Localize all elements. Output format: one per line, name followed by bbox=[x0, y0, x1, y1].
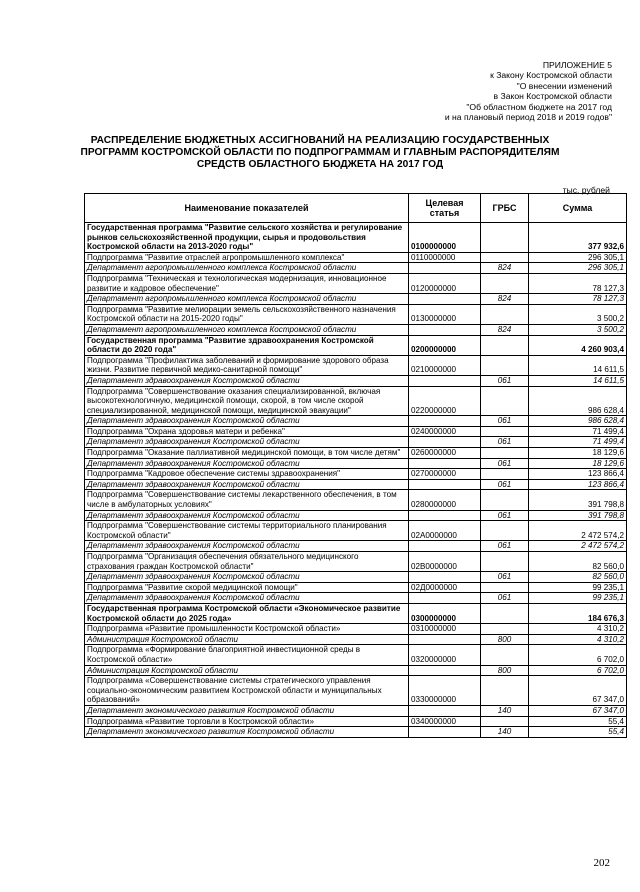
cell-sum: 123 866,4 bbox=[529, 469, 627, 480]
cell-name: Подпрограмма "Развитие скорой медицинской помощи" bbox=[85, 582, 409, 593]
cell-sum: 18 129,6 bbox=[529, 448, 627, 459]
table-row bbox=[85, 469, 627, 480]
cell-sum: 55,4 bbox=[529, 727, 627, 738]
cell-code: 0210000000 bbox=[409, 355, 481, 375]
cell-code: 02В0000000 bbox=[409, 552, 481, 572]
appendix-line: и на плановый период 2018 и 2019 годов" bbox=[444, 112, 612, 123]
cell-grbs: 824 bbox=[481, 263, 529, 274]
cell-sum: 296 305,1 bbox=[529, 263, 627, 274]
cell-code bbox=[409, 705, 481, 716]
table-row bbox=[85, 510, 627, 521]
cell-sum: 14 611,5 bbox=[529, 375, 627, 386]
cell-name: Департамент здравоохранения Костромской области bbox=[85, 479, 409, 490]
cell-sum: 99 235,1 bbox=[529, 582, 627, 593]
cell-sum: 3 500,2 bbox=[529, 324, 627, 335]
cell-name: Государственная программа Костромской области «Экономическое развитие Костромской области до 2025 года» bbox=[85, 603, 409, 623]
cell-sum: 3 500,2 bbox=[529, 304, 627, 324]
cell-sum: 2 472 574,2 bbox=[529, 521, 627, 541]
cell-name: Администрация Костромской области bbox=[85, 665, 409, 676]
header-name: Наименование показателей bbox=[85, 194, 409, 223]
table-row bbox=[85, 479, 627, 490]
cell-name: Департамент агропромышленного комплекса Костромской области bbox=[85, 294, 409, 305]
table-row bbox=[85, 634, 627, 645]
title-line: СРЕДСТВ ОБЛАСТНОГО БЮДЖЕТА НА 2017 ГОД bbox=[196, 159, 444, 170]
cell-grbs: 061 bbox=[481, 458, 529, 469]
cell-code: 0120000000 bbox=[409, 273, 481, 293]
cell-code: 0130000000 bbox=[409, 304, 481, 324]
table-row bbox=[85, 541, 627, 552]
cell-code: 02А0000000 bbox=[409, 521, 481, 541]
cell-grbs bbox=[481, 552, 529, 572]
appendix-line: "Об областном бюджете на 2017 год bbox=[466, 101, 612, 112]
units-label: тыс. рублей bbox=[562, 185, 610, 195]
cell-code bbox=[409, 324, 481, 335]
cell-grbs: 061 bbox=[481, 479, 529, 490]
table-row bbox=[85, 294, 627, 305]
cell-name: Департамент здравоохранения Костромской области bbox=[85, 541, 409, 552]
cell-grbs: 800 bbox=[481, 634, 529, 645]
cell-grbs: 061 bbox=[481, 541, 529, 552]
cell-grbs bbox=[481, 386, 529, 416]
cell-grbs: 061 bbox=[481, 416, 529, 427]
cell-sum: 82 560,0 bbox=[529, 572, 627, 583]
cell-sum: 391 798,8 bbox=[529, 510, 627, 521]
cell-code bbox=[409, 634, 481, 645]
cell-name: Департамент здравоохранения Костромской области bbox=[85, 437, 409, 448]
cell-code: 0310000000 bbox=[409, 624, 481, 635]
appendix-line: "О внесении изменений bbox=[516, 80, 612, 91]
cell-grbs bbox=[481, 490, 529, 510]
header-grbs: ГРБС bbox=[481, 194, 529, 223]
appendix-line: к Закону Костромской области bbox=[490, 70, 612, 81]
table-row bbox=[85, 521, 627, 541]
table-row bbox=[85, 676, 627, 706]
table-row bbox=[85, 727, 627, 738]
table-row bbox=[85, 582, 627, 593]
cell-grbs bbox=[481, 469, 529, 480]
cell-name: Департамент здравоохранения Костромской области bbox=[85, 375, 409, 386]
cell-name: Департамент здравоохранения Костромской области bbox=[85, 593, 409, 604]
cell-grbs bbox=[481, 624, 529, 635]
cell-code bbox=[409, 665, 481, 676]
cell-code: 0100000000 bbox=[409, 223, 481, 253]
cell-sum: 78 127,3 bbox=[529, 273, 627, 293]
cell-code: 0280000000 bbox=[409, 490, 481, 510]
cell-grbs: 061 bbox=[481, 375, 529, 386]
cell-grbs bbox=[481, 603, 529, 623]
cell-grbs: 140 bbox=[481, 705, 529, 716]
table-row bbox=[85, 705, 627, 716]
cell-sum: 986 628,4 bbox=[529, 416, 627, 427]
cell-grbs bbox=[481, 448, 529, 459]
cell-name: Департамент экономического развития Костромской области bbox=[85, 705, 409, 716]
cell-grbs bbox=[481, 304, 529, 324]
cell-code bbox=[409, 375, 481, 386]
table-row bbox=[85, 223, 627, 253]
table-row bbox=[85, 572, 627, 583]
cell-name: Подпрограмма "Охрана здоровья матери и ребенка" bbox=[85, 426, 409, 437]
cell-sum: 391 798,8 bbox=[529, 490, 627, 510]
cell-code bbox=[409, 541, 481, 552]
cell-name: Подпрограмма "Совершенствование оказания специализированной, включая высокотехнологичную, медицинской помощи, скорой, в том числе скорой специализированной, медицинской помощи, медицинской эвакуации" bbox=[85, 386, 409, 416]
cell-code: 0110000000 bbox=[409, 252, 481, 263]
cell-sum: 67 347,0 bbox=[529, 676, 627, 706]
cell-name: Подпрограмма «Развитие промышленности Костромской области» bbox=[85, 624, 409, 635]
cell-code bbox=[409, 458, 481, 469]
title-line: РАСПРЕДЕЛЕНИЕ БЮДЖЕТНЫХ АССИГНОВАНИЙ НА РЕАЛИЗАЦИЮ ГОСУДАРСТВЕННЫХ bbox=[90, 135, 550, 146]
cell-code: 0240000000 bbox=[409, 426, 481, 437]
cell-name: Департамент здравоохранения Костромской области bbox=[85, 572, 409, 583]
cell-name: Подпрограмма "Техническая и технологическая модернизация, инновационное развитие и кадровое обеспечение" bbox=[85, 273, 409, 293]
cell-name: Администрация Костромской области bbox=[85, 634, 409, 645]
cell-name: Подпрограмма "Оказание паллиативной медицинской помощи, в том числе детям" bbox=[85, 448, 409, 459]
table-row bbox=[85, 304, 627, 324]
cell-sum: 4 310,2 bbox=[529, 624, 627, 635]
cell-code: 0260000000 bbox=[409, 448, 481, 459]
cell-sum: 4 260 903,4 bbox=[529, 335, 627, 355]
cell-grbs: 061 bbox=[481, 572, 529, 583]
cell-name: Подпрограмма «Развитие торговли в Костромской области» bbox=[85, 716, 409, 727]
cell-code: 0300000000 bbox=[409, 603, 481, 623]
table-body bbox=[85, 223, 627, 738]
cell-name: Департамент агропромышленного комплекса Костромской области bbox=[85, 263, 409, 274]
cell-code: 0220000000 bbox=[409, 386, 481, 416]
cell-name: Подпрограмма "Совершенствование системы лекарственного обеспечения, в том числе в амбулаторных условиях" bbox=[85, 490, 409, 510]
table-row bbox=[85, 426, 627, 437]
header-code: Целевая статья bbox=[409, 194, 481, 223]
cell-code: 02Д0000000 bbox=[409, 582, 481, 593]
cell-code: 0200000000 bbox=[409, 335, 481, 355]
cell-name: Департамент экономического развития Костромской области bbox=[85, 727, 409, 738]
title-line: ПРОГРАММ КОСТРОМСКОЙ ОБЛАСТИ ПО ПОДПРОГРАММАМ И ГЛАВНЫМ РАСПОРЯДИТЕЛЯМ bbox=[80, 147, 560, 158]
appendix-header bbox=[445, 60, 612, 122]
cell-grbs bbox=[481, 716, 529, 727]
table-row bbox=[85, 458, 627, 469]
cell-grbs bbox=[481, 582, 529, 593]
cell-sum: 99 235,1 bbox=[529, 593, 627, 604]
cell-grbs: 824 bbox=[481, 294, 529, 305]
table-row bbox=[85, 335, 627, 355]
table-row bbox=[85, 416, 627, 427]
cell-name: Подпрограмма "Профилактика заболеваний и формирование здорового образа жизни. Развитие первичной медико-санитарной помощи" bbox=[85, 355, 409, 375]
cell-code bbox=[409, 572, 481, 583]
cell-sum: 14 611,5 bbox=[529, 355, 627, 375]
cell-code bbox=[409, 263, 481, 274]
cell-sum: 67 347,0 bbox=[529, 705, 627, 716]
cell-sum: 6 702,0 bbox=[529, 665, 627, 676]
cell-grbs bbox=[481, 335, 529, 355]
cell-sum: 6 702,0 bbox=[529, 645, 627, 665]
cell-name: Подпрограмма "Организация обеспечения обязательного медицинского страхования граждан Костромской области" bbox=[85, 552, 409, 572]
cell-grbs bbox=[481, 355, 529, 375]
cell-sum: 82 560,0 bbox=[529, 552, 627, 572]
cell-sum: 55,4 bbox=[529, 716, 627, 727]
cell-grbs: 061 bbox=[481, 437, 529, 448]
document-title bbox=[70, 135, 570, 171]
cell-grbs: 140 bbox=[481, 727, 529, 738]
cell-grbs bbox=[481, 521, 529, 541]
table-row bbox=[85, 603, 627, 623]
table-row bbox=[85, 355, 627, 375]
cell-grbs bbox=[481, 273, 529, 293]
table-row bbox=[85, 716, 627, 727]
table-row bbox=[85, 252, 627, 263]
appendix-line: в Закон Костромской области bbox=[493, 91, 612, 102]
cell-name: Государственная программа "Развитие сельского хозяйства и регулирование рынков сельскохозяйственной продукции, сырья и продовольствия Костромской области на 2013-2020 годы" bbox=[85, 223, 409, 253]
cell-code: 0320000000 bbox=[409, 645, 481, 665]
cell-sum: 2 472 574,2 bbox=[529, 541, 627, 552]
cell-grbs: 800 bbox=[481, 665, 529, 676]
cell-sum: 71 499,4 bbox=[529, 437, 627, 448]
cell-name: Государственная программа "Развитие здравоохранения Костромской области до 2020 года" bbox=[85, 335, 409, 355]
cell-grbs: 824 bbox=[481, 324, 529, 335]
table-row bbox=[85, 437, 627, 448]
cell-grbs: 061 bbox=[481, 593, 529, 604]
cell-name: Подпрограмма "Развитие отраслей агропромышленного комплекса" bbox=[85, 252, 409, 263]
cell-name: Департамент здравоохранения Костромской области bbox=[85, 416, 409, 427]
appendix-line: ПРИЛОЖЕНИЕ 5 bbox=[542, 60, 612, 70]
cell-sum: 4 310,2 bbox=[529, 634, 627, 645]
cell-name: Подпрограмма "Развитие мелиорации земель сельскохозяйственного назначения Костромской области на 2015-2020 годы" bbox=[85, 304, 409, 324]
cell-name: Подпрограмма «Формирование благоприятной инвестиционной среды в Костромской области» bbox=[85, 645, 409, 665]
table-header-row bbox=[85, 194, 627, 223]
cell-code bbox=[409, 510, 481, 521]
cell-sum: 296 305,1 bbox=[529, 252, 627, 263]
table-row bbox=[85, 375, 627, 386]
table-row bbox=[85, 490, 627, 510]
cell-sum: 78 127,3 bbox=[529, 294, 627, 305]
cell-sum: 377 932,6 bbox=[529, 223, 627, 253]
cell-name: Департамент здравоохранения Костромской области bbox=[85, 458, 409, 469]
table-row bbox=[85, 448, 627, 459]
table-row bbox=[85, 552, 627, 572]
cell-name: Подпрограмма «Совершенствование системы стратегического управления социально-экономическим развитием Костромской области и муниципальных образований» bbox=[85, 676, 409, 706]
cell-name: Департамент агропромышленного комплекса Костромской области bbox=[85, 324, 409, 335]
cell-grbs bbox=[481, 676, 529, 706]
cell-sum: 184 676,3 bbox=[529, 603, 627, 623]
cell-code: 0330000000 bbox=[409, 676, 481, 706]
table-row bbox=[85, 593, 627, 604]
cell-code bbox=[409, 479, 481, 490]
cell-grbs bbox=[481, 426, 529, 437]
cell-grbs: 061 bbox=[481, 510, 529, 521]
page-number: 202 bbox=[593, 857, 610, 869]
cell-sum: 18 129,6 bbox=[529, 458, 627, 469]
table-row bbox=[85, 386, 627, 416]
table-row bbox=[85, 324, 627, 335]
cell-grbs bbox=[481, 252, 529, 263]
cell-name: Подпрограмма "Кадровое обеспечение системы здравоохранения" bbox=[85, 469, 409, 480]
cell-code bbox=[409, 727, 481, 738]
table-row bbox=[85, 624, 627, 635]
cell-code: 0340000000 bbox=[409, 716, 481, 727]
table-row bbox=[85, 273, 627, 293]
budget-table bbox=[84, 193, 627, 738]
cell-grbs bbox=[481, 645, 529, 665]
cell-sum: 986 628,4 bbox=[529, 386, 627, 416]
cell-sum: 71 499,4 bbox=[529, 426, 627, 437]
cell-code bbox=[409, 294, 481, 305]
cell-code bbox=[409, 593, 481, 604]
cell-name: Подпрограмма "Совершенствование системы территориального планирования Костромской области" bbox=[85, 521, 409, 541]
table-row bbox=[85, 665, 627, 676]
cell-sum: 123 866,4 bbox=[529, 479, 627, 490]
table-row bbox=[85, 263, 627, 274]
cell-code bbox=[409, 416, 481, 427]
cell-grbs bbox=[481, 223, 529, 253]
header-sum: Сумма bbox=[529, 194, 627, 223]
table-row bbox=[85, 645, 627, 665]
cell-code bbox=[409, 437, 481, 448]
cell-code: 0270000000 bbox=[409, 469, 481, 480]
cell-name: Департамент здравоохранения Костромской области bbox=[85, 510, 409, 521]
